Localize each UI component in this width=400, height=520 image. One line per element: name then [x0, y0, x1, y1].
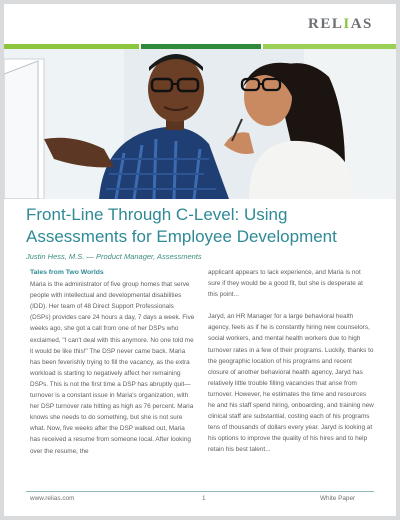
- text-column-left: [30, 267, 196, 468]
- hero-photo-illustration: [4, 49, 396, 199]
- article-title: Front-Line Through C-Level: Using Assessments for Employee Development: [26, 205, 337, 246]
- document-type: White Paper: [320, 495, 356, 502]
- header-bar: [4, 4, 396, 42]
- author-byline: Justin Hess, M.S. — Product Manager, Assessments: [26, 252, 202, 261]
- footer-divider: [26, 491, 374, 492]
- page-number: 1: [202, 495, 206, 502]
- relias-logo: RELIAS: [308, 16, 373, 32]
- text-column-right: [208, 267, 374, 467]
- hero-photo: [4, 49, 396, 199]
- section-heading: Tales from Two Worlds: [30, 269, 104, 276]
- footer-url: www.relias.com: [30, 495, 75, 502]
- paragraph: applicant appears to lack experience, and Maria is not sure if they would be a good fit, but she is desperate at this point...: [208, 269, 363, 299]
- document-page: [4, 4, 396, 516]
- paragraph: Maria is the administrator of five group homes that serve people with intellectual and developmental disabilities (IDD). Her team of 48 Direct Support Professionals (DSPs) provides care 24 hours a day, 7 days a week. Five weeks ago, she got a call from one of her DSPs who exclaimed, "I can't deal with this anymore. No one told me it would be like this!" The DSP never came back. Maria has been feverishly trying to fill the vacancy, as the extra workload is starting to negatively affect her remaining DSPs. This is not the first time a DSP has abruptly quit—turnover is a constant issue in Maria's organization, with her DSP turnover rate hitting as high as 76 percent. Maria knows she needs to do something, but she is not sure what. Now, five weeks after the DSP walked out, Maria has received a resume from someone local. After looking over the resume, the: [30, 281, 195, 455]
- paragraph: Jaryd, an HR Manager for a large behavioral health agency, feels as if he is constantly hiring new counselors, social workers, and mental health workers due to high turnover rates in a few of their programs. Luckily, thanks to the geographic location of his programs and recent closure of another behavioral health agency, Jaryd has relatively little trouble filling vacancies that arise from turnover. However, he estimates the time and resources he and his staff spend hiring, onboarding, and training new clinical staff are substantial, costing each of his programs tens of thousands of dollars every year. Jaryd is looking at his options to improve the quality of his hires and to help retain his best talent...: [208, 313, 374, 454]
